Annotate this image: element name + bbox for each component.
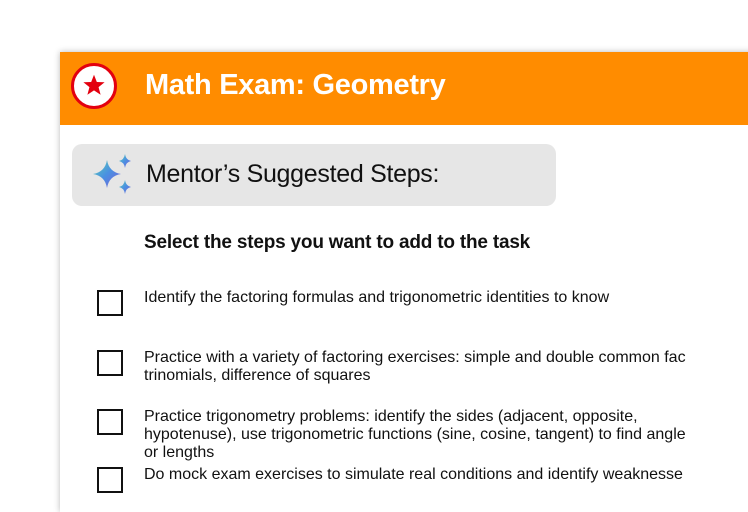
- star-icon: [81, 72, 107, 98]
- task-header: [60, 52, 748, 125]
- step-text: Practice with a variety of factoring exercises: simple and double common fac trinomials, difference of squares: [144, 349, 686, 384]
- step-text: Practice trigonometry problems: identify the sides (adjacent, opposite, hypotenuse), use trigonometric functions (sine, cosine, tangent) to find angle or lengths: [144, 408, 686, 461]
- step-text: Do mock exam exercises to simulate real conditions and identify weaknesse: [144, 466, 683, 483]
- task-card: [60, 52, 748, 512]
- step-text: Identify the factoring formulas and trigonometric identities to know: [144, 289, 610, 306]
- step-checkbox[interactable]: [97, 350, 123, 376]
- mentor-suggestions-header: [72, 144, 556, 206]
- priority-badge: [71, 63, 117, 109]
- mentor-title: Mentor’s Suggested Steps:: [146, 160, 440, 188]
- step-checkbox[interactable]: [97, 290, 123, 316]
- instruction-text: Select the steps you want to add to the task: [144, 232, 531, 253]
- sparkle-icon: [89, 152, 135, 198]
- task-title: Math Exam: Geometry: [145, 69, 446, 101]
- step-checkbox[interactable]: [97, 409, 123, 435]
- step-checkbox[interactable]: [97, 467, 123, 493]
